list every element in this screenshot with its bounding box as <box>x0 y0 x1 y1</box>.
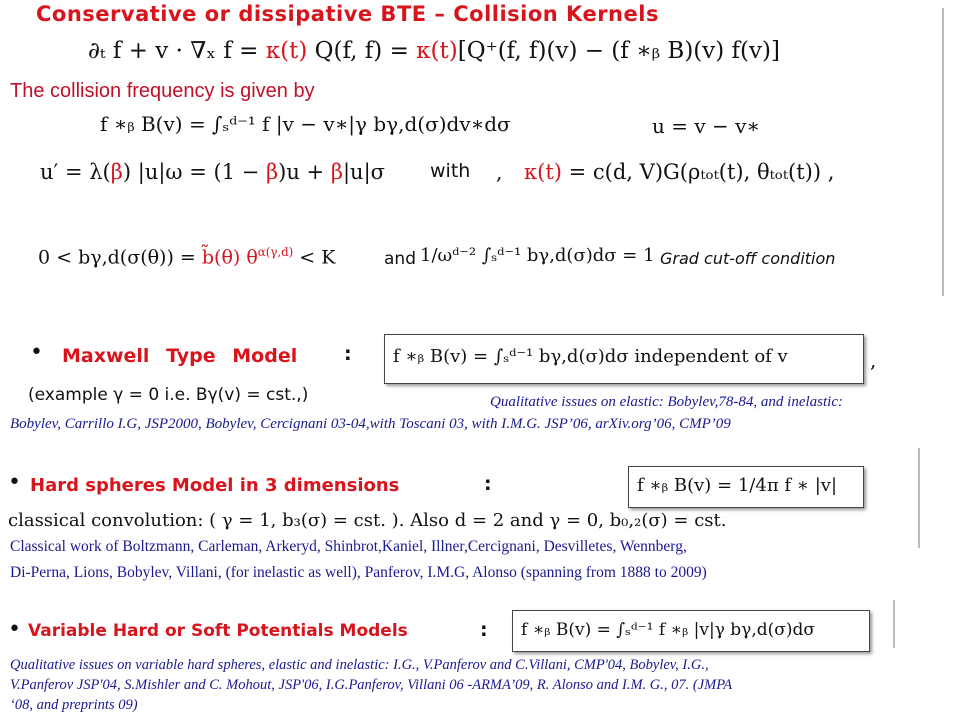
maxwell-model-heading: Maxwell Type Model <box>62 345 298 367</box>
kappa-equation: κ(t) = c(d, V)G(ρₜₒₜ(t), θₜₒₜ(t)) , <box>524 160 835 184</box>
hard-spheres-formula-box <box>628 466 864 508</box>
comma-separator: , <box>870 348 877 372</box>
classical-work-citation-cont: Di-Perna, Lions, Bobylev, Villani, (for inelastic as well), Panferov, I.M.G, Alonso (spanning from 1888 to 2009) <box>10 564 707 581</box>
variable-potentials-heading: Variable Hard or Soft Potentials Models <box>28 621 408 641</box>
main-eq-kappa-1: κ(t) <box>265 38 308 64</box>
main-eq-q: Q(f, f) = <box>307 38 417 64</box>
relative-velocity-equation: u = v − v∗ <box>652 114 761 138</box>
bullet-point: • <box>30 340 43 365</box>
collision-frequency-subtitle: The collision frequency is given by <box>10 80 315 102</box>
heading-colon: : <box>484 473 492 495</box>
with-label: with <box>430 160 471 182</box>
variable-potentials-formula-box <box>512 610 870 652</box>
bullet-point: • <box>8 470 21 495</box>
variable-issues-citation: Qualitative issues on variable hard spheres, elastic and inelastic: I.G., V.Panferov and C.Villani, CMP'04, Bobylev, I.G., <box>10 657 709 673</box>
classical-work-citation: Classical work of Boltzmann, Carleman, Arkeryd, Shinbrot,Kaniel, Illner,Cercignani, Desvilletes, Wennberg, <box>10 538 687 555</box>
divider-line <box>942 8 944 296</box>
slide-title: Conservative or dissipative BTE – Collision Kernels <box>36 2 659 26</box>
elastic-issues-citation: Qualitative issues on elastic: Bobylev,78-84, and inelastic: <box>490 394 843 410</box>
elastic-issues-citation-cont: Bobylev, Carrillo I.G, JSP2000, Bobylev, Cercignani 03-04,with Toscani 03, with I.M.G. JSP’06, arXiv.org’06, CMP’09 <box>10 416 731 432</box>
hard-spheres-formula: f ∗ᵦ B(v) = 1/4π f ∗ |v| <box>637 475 838 496</box>
maxwell-formula: f ∗ᵦ B(v) = ∫ₛᵈ⁻¹ bγ,d(σ)dσ independent of v <box>393 346 788 367</box>
variable-issues-citation-end: ‘08, and preprints 09) <box>10 697 138 713</box>
post-collision-equation: u′ = λ(β) |u|ω = (1 − β)u + β|u|σ <box>40 160 385 184</box>
bullet-point: • <box>8 617 21 642</box>
maxwell-formula-box <box>384 334 864 384</box>
normalization-equation: 1/ωᵈ⁻² ∫ₛᵈ⁻¹ bγ,d(σ)dσ = 1 <box>420 245 655 266</box>
divider-line <box>893 600 895 648</box>
kernel-bound-equation: 0 < bγ,d(σ(θ)) = b̃(θ) $\theta^{\alpha(\gamma,d)} < K$ <box>38 245 336 269</box>
heading-colon: : <box>480 619 488 641</box>
divider-line <box>918 448 920 548</box>
main-equation <box>88 38 780 64</box>
and-label: and <box>384 249 416 269</box>
variable-issues-citation-cont: V.Panferov JSP'04, S.Mishler and C. Mohout, JSP'06, I.G.Panferov, Villani 06 -ARMA’09, R. Alonso and I.M. G., 07. (JMPA <box>10 677 733 693</box>
grad-cutoff-label: Grad cut-off condition <box>660 249 836 268</box>
main-eq-rhs: [Q⁺(f, f)(v) − (f ∗ᵦ B)(v) f(v)] <box>457 38 780 64</box>
comma-separator: , <box>496 160 503 184</box>
main-eq-kappa-2: κ(t) <box>416 38 458 64</box>
maxwell-example: (example γ = 0 i.e. Bγ(v) = cst.,) <box>28 385 309 405</box>
main-eq-lhs: ∂ₜ f + v · ∇ₓ f = <box>88 38 266 64</box>
variable-potentials-formula: f ∗ᵦ B(v) = ∫ₛᵈ⁻¹ f ∗ᵦ |v|γ bγ,d(σ)dσ <box>521 620 815 640</box>
classical-convolution: classical convolution: ( γ = 1, b₃(σ) = cst. ). Also d = 2 and γ = 0, b₀,₂(σ) = cst. <box>8 510 727 531</box>
heading-colon: : <box>344 343 352 365</box>
hard-spheres-heading: Hard spheres Model in 3 dimensions <box>30 475 400 496</box>
collision-frequency-equation: f ∗ᵦ B(v) = ∫ₛᵈ⁻¹ f |v − v∗|γ bγ,d(σ)dv∗dσ <box>100 112 511 136</box>
